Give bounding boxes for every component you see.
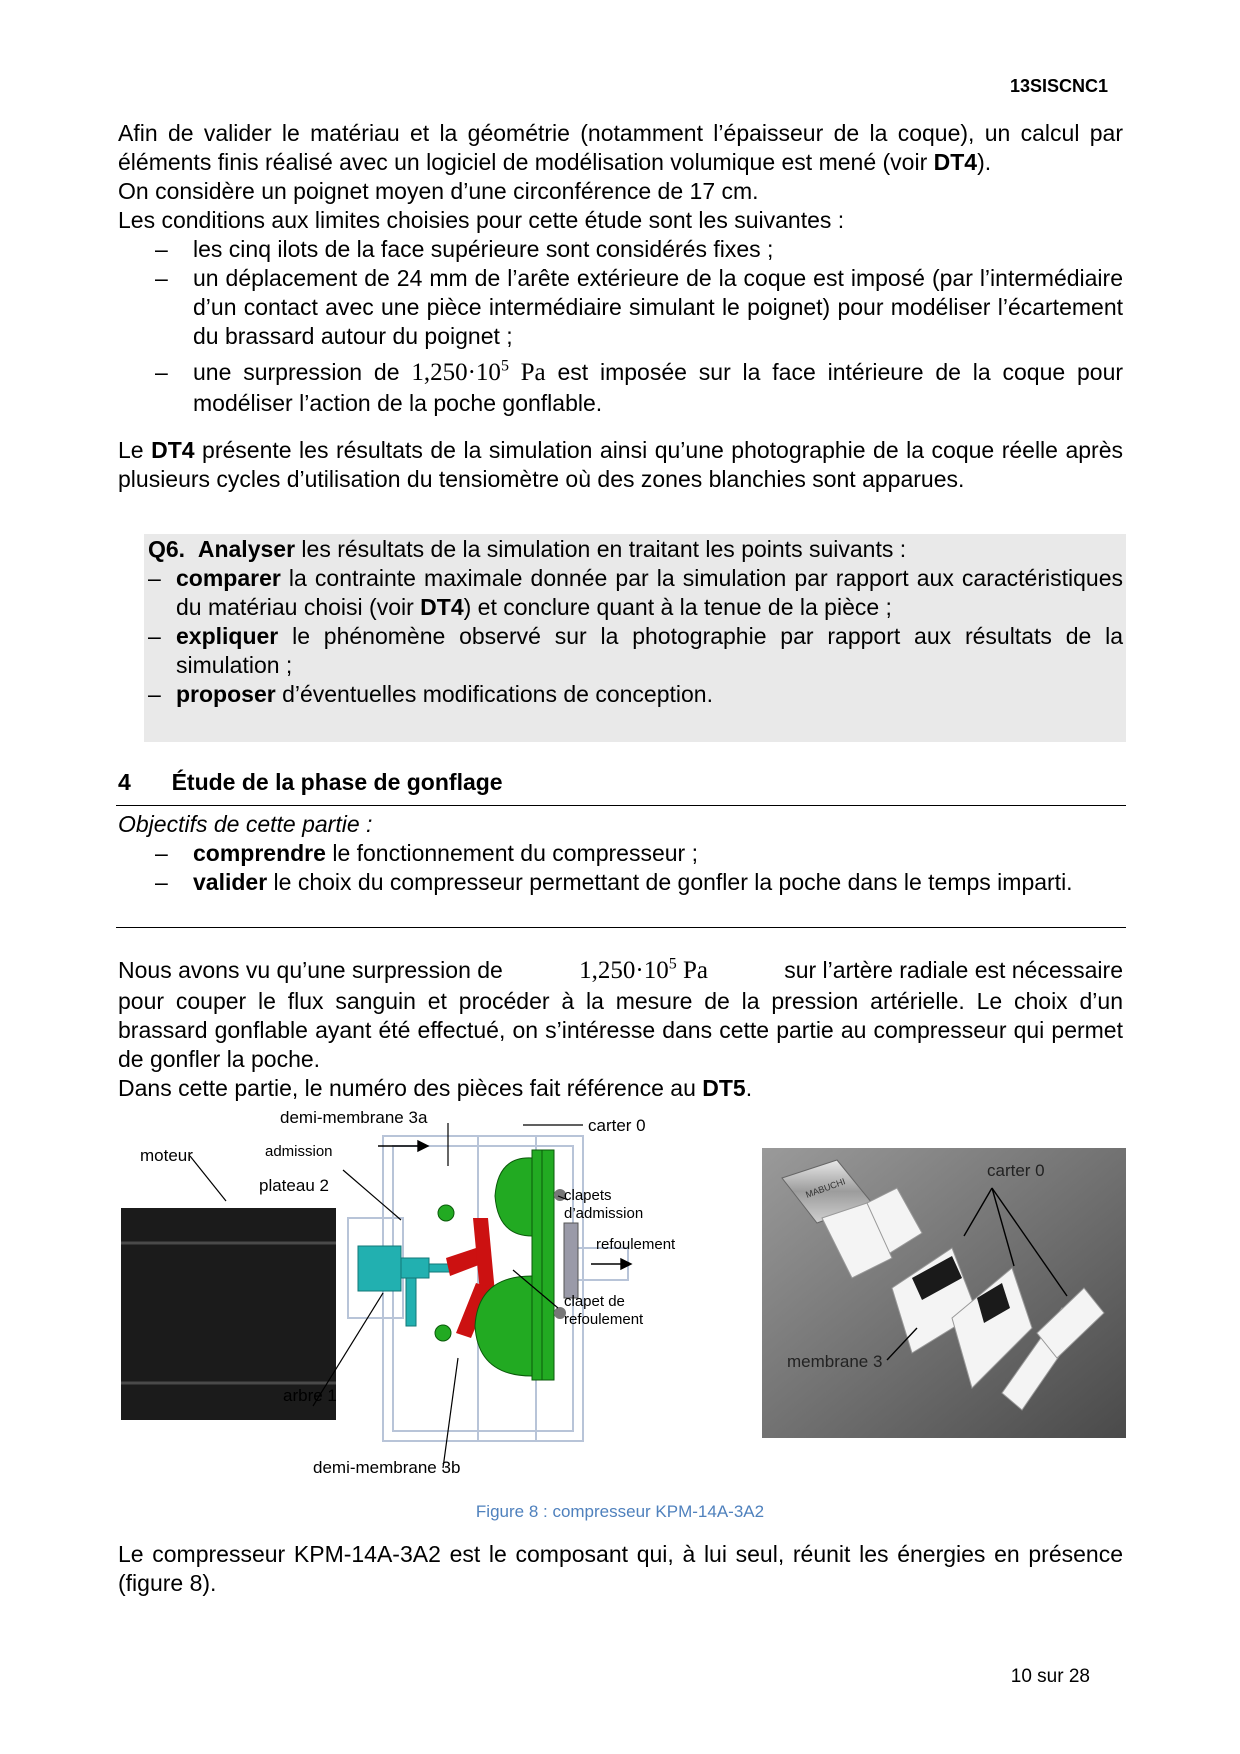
label-clapets-2: d’admission [564, 1205, 644, 1222]
body-paragraph: pour couper le flux sanguin et procéder à la mesure de la pression artérielle. Le choix d’un brassard gonflable ayant été effectué, on s’intéresse dans cette partie au compresseur qui permet de gonfler la poche. [118, 988, 1123, 1072]
label-arbre-1: arbre 1 [283, 1386, 337, 1405]
label-moteur: moteur [140, 1146, 193, 1165]
dt4-reference: DT4 [933, 149, 978, 175]
label-refoulement: refoulement [596, 1236, 676, 1253]
objective-item: – valider le choix du compresseur permettant de gonfler la poche dans le temps imparti. [155, 869, 1073, 895]
body-section [118, 954, 1123, 1103]
compressor-diagram [118, 1108, 733, 1478]
question-number: Q6. [148, 536, 186, 562]
objectives-bottom-rule [116, 927, 1126, 928]
conclusion-paragraph: Le compresseur KPM-14A-3A2 est le composant qui, à lui seul, réunit les énergies en présence (figure 8). [118, 1541, 1123, 1596]
conditions-line: Les conditions aux limites choisies pour cette étude sont les suivantes : [118, 207, 845, 233]
compressor-photo [762, 1148, 1126, 1438]
label-clapet-refoulement-2: refoulement [564, 1311, 644, 1328]
label-admission: admission [265, 1143, 333, 1160]
question-item: – proposer d’éventuelles modifications de conception. [148, 681, 713, 707]
question-item: – comparer la contrainte maximale donnée par la simulation par rapport aux caractéristiques du matériau choisi (voir DT4) et conclure quant à la tenue de la pièce ; [148, 565, 1123, 620]
intro-section [118, 119, 1123, 419]
list-item: – les cinq ilots de la face supérieure sont considérés fixes ; [155, 236, 774, 262]
label-clapets-1: clapets [564, 1187, 612, 1204]
intro-paragraph: Afin de valider le matériau et la géométrie (notamment l’épaisseur de la coque), un calcul par éléments finis réalisé avec un logiciel de modélisation volumique est mené (voir DT4). [118, 120, 1123, 175]
label-clapet-refoulement-1: clapet de [564, 1293, 625, 1310]
wrist-line: On considère un poignet moyen d’une circonférence de 17 cm. [118, 178, 759, 204]
section-heading [118, 768, 503, 797]
label-plateau-2: plateau 2 [259, 1176, 329, 1195]
list-item: – un déplacement de 24 mm de l’arête extérieure de la coque est imposé (par l’intermédiaire d’un contact avec une pièce intermédiaire simulant le poignet) pour modéliser l’écartement du brassard autour du poignet ; [155, 265, 1123, 349]
list-item: – une surpression de $1,250\cdot 10^5$ Pa est imposée sur la face intérieure de la coque pour modéliser l’action de la poche gonflable. [155, 357, 1124, 416]
objectives-title: Objectifs de cette partie : [118, 811, 373, 837]
shaft-arbre-1 [358, 1246, 451, 1326]
figure-caption: Figure 8 : compresseur KPM-14A-3A2 [475, 1502, 765, 1521]
label-demi-membrane-3b: demi-membrane 3b [313, 1458, 461, 1477]
section-title: Étude de la phase de gonflage [171, 769, 503, 795]
dt4-paragraph: Le DT4 présente les résultats de la simulation ainsi qu’une photographie de la coque réelle après plusieurs cycles d’utilisation du tensiomètre où des zones blanchies sont apparues. [118, 437, 1123, 492]
page-number: 10 sur 28 [1010, 1666, 1090, 1687]
document-code: 13SISCNC1 [1009, 76, 1108, 96]
label-carter-0: carter 0 [588, 1116, 646, 1135]
pressure-value: $1,250\cdot 10^5$ Pa [411, 357, 546, 386]
objectives-block [118, 810, 1123, 897]
section-number: 4 [118, 769, 131, 795]
photo-brand-label: MABUCHI [804, 1176, 847, 1200]
body-line-1: Nous avons vu qu’une surpression de $1,250\cdot 10^5$ Pa sur l’artère radiale est nécessaire [118, 954, 1123, 987]
question-item: – expliquer le phénomène observé sur la photographie par rapport aux résultats de la simulation ; [148, 623, 1123, 678]
photo-label-membrane-3: membrane 3 [787, 1352, 883, 1371]
label-demi-membrane-3a: demi-membrane 3a [280, 1108, 428, 1127]
photo-label-carter-0: carter 0 [987, 1161, 1045, 1180]
objective-item: – comprendre le fonctionnement du compresseur ; [155, 840, 698, 866]
question-q6: Q6. Analyser les résultats de la simulation en traitant les points suivants : – comparer la contrainte maximale donnée par la simulation par rapport aux caractéristiques du matériau choisi (voir DT4) et conclure quant à la tenue de la pièce ; – expliquer le phénomène observé sur la photographie par rapport aux résultats de la simulation ; – proposer d’éventuelles modifications de conception. [118, 535, 1123, 709]
objectives-top-rule [116, 805, 1126, 806]
pressure-value: $1,250\cdot 10^5$ Pa [579, 955, 708, 984]
dt5-line: Dans cette partie, le numéro des pièces fait référence au DT5. [118, 1075, 753, 1101]
